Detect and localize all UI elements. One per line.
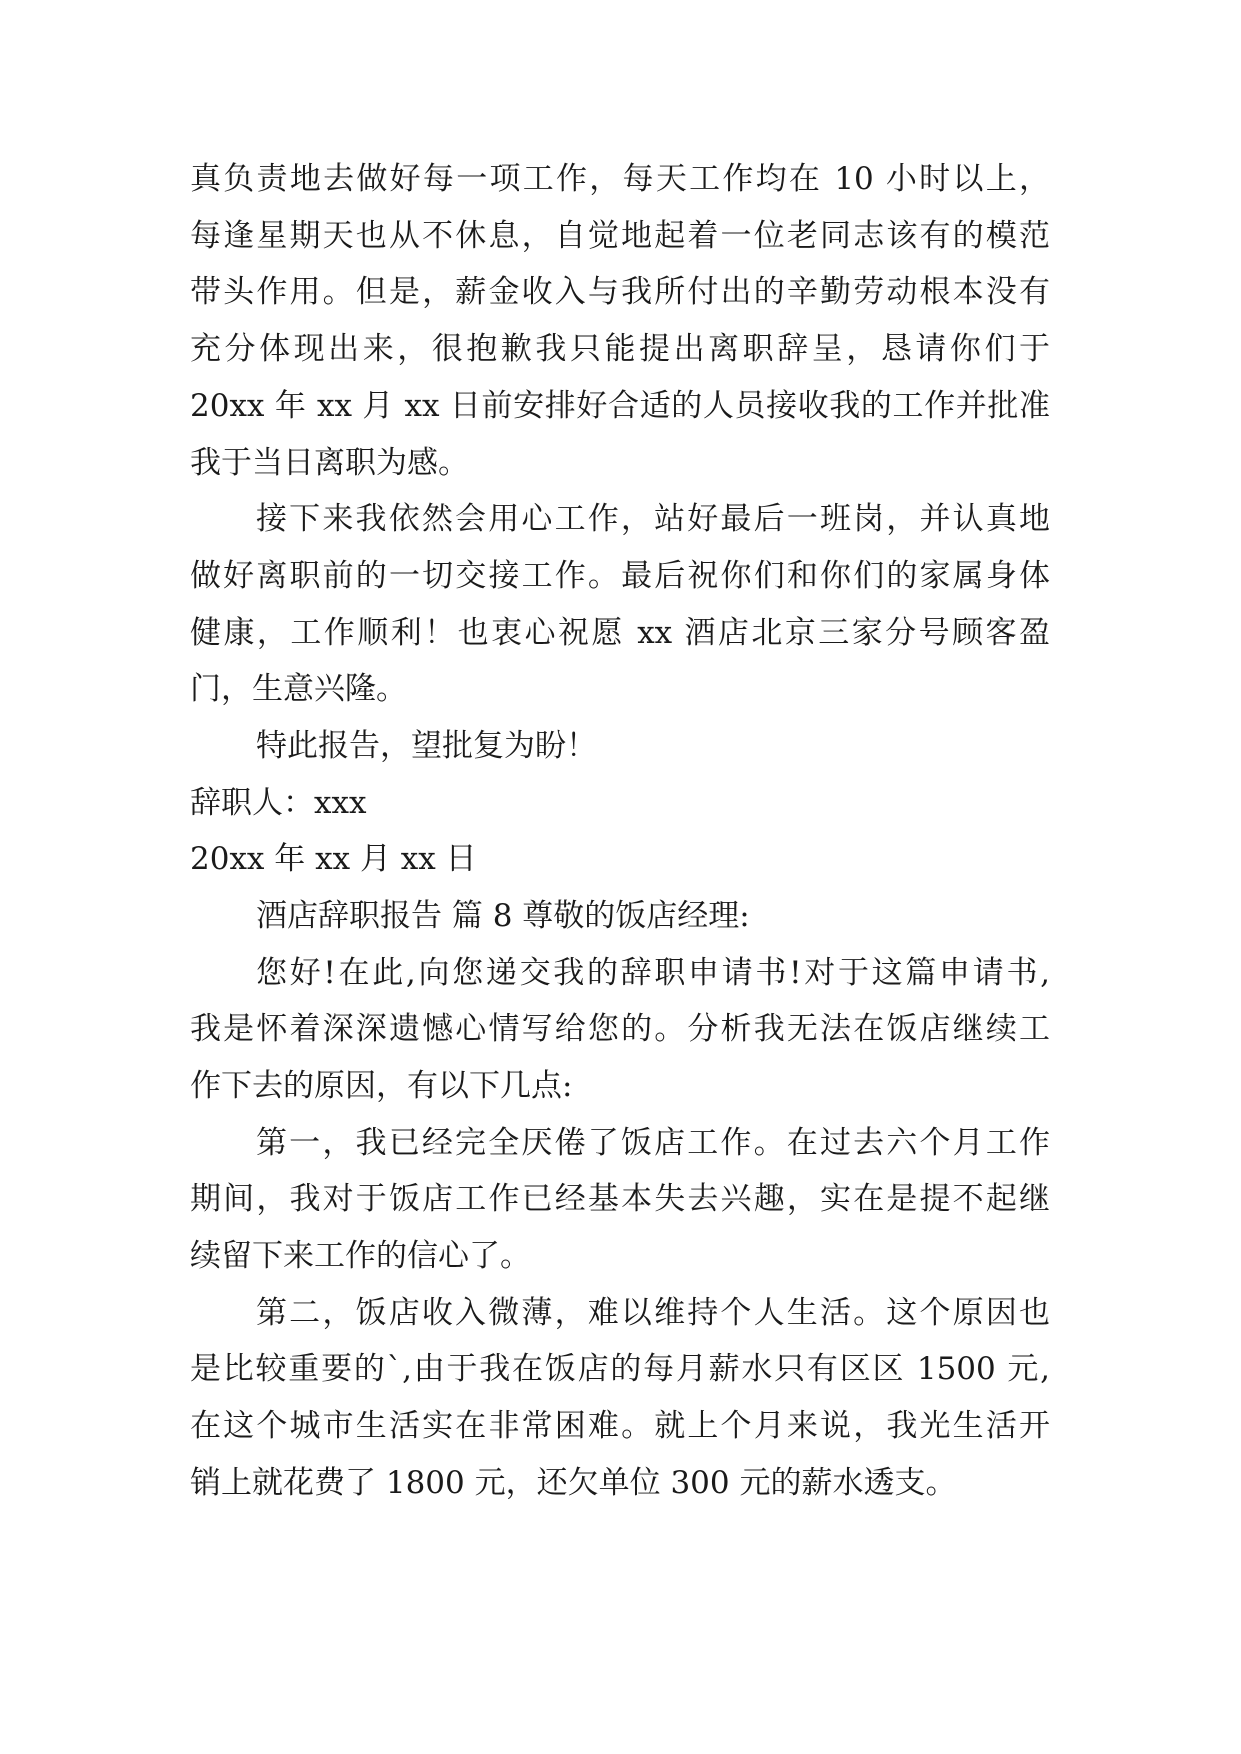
text-line: 每逢星期天也从不休息，自觉地起着一位老同志该有的模范 <box>190 218 1050 254</box>
text-line: 第一，我已经完全厌倦了饭店工作。在过去六个月工作 <box>256 1125 1050 1161</box>
text-line: 充分体现出来，很抱歉我只能提出离职辞呈，恳请你们于 <box>190 331 1050 367</box>
text-line: 期间，我对于饭店工作已经基本失去兴趣，实在是提不起继 <box>190 1181 1050 1217</box>
section-heading: 酒店辞职报告 篇 8 尊敬的饭店经理: <box>256 898 750 934</box>
text-line: 续留下来工作的信心了。 <box>190 1238 531 1274</box>
text-line: 是比较重要的`,由于我在饭店的每月薪水只有区区 1500 元, <box>190 1351 1050 1387</box>
text-line: 门，生意兴隆。 <box>190 671 407 707</box>
text-line: 做好离职前的一切交接工作。最后祝你们和你们的家属身体 <box>190 558 1050 594</box>
text-line: 销上就花费了 1800 元，还欠单位 300 元的薪水透支。 <box>190 1465 957 1501</box>
text-line: 作下去的原因，有以下几点: <box>190 1068 573 1104</box>
text-line: 带头作用。但是，薪金收入与我所付出的辛勤劳动根本没有 <box>190 274 1050 310</box>
text-line: 健康，工作顺利！也衷心祝愿 xx 酒店北京三家分号顾客盈 <box>190 615 1050 651</box>
signature-line: 辞职人：xxx <box>190 785 367 821</box>
text-line: 真负责地去做好每一项工作，每天工作均在 10 小时以上， <box>190 161 1050 197</box>
text-line: 您好!在此,向您递交我的辞职申请书!对于这篇申请书, <box>256 955 1050 991</box>
text-line: 第二，饭店收入微薄，难以维持个人生活。这个原因也 <box>256 1295 1050 1331</box>
text-line: 在这个城市生活实在非常困难。就上个月来说，我光生活开 <box>190 1408 1050 1444</box>
text-line: 接下来我依然会用心工作，站好最后一班岗，并认真地 <box>256 501 1050 537</box>
date-line: 20xx 年 xx 月 xx 日 <box>190 841 477 877</box>
text-line: 我于当日离职为感。 <box>190 445 469 481</box>
text-line: 20xx 年 xx 月 xx 日前安排好合适的人员接收我的工作并批准 <box>190 388 1050 424</box>
text-line: 特此报告，望批复为盼！ <box>256 728 597 764</box>
text-line: 我是怀着深深遗憾心情写给您的。分析我无法在饭店继续工 <box>190 1011 1050 1047</box>
